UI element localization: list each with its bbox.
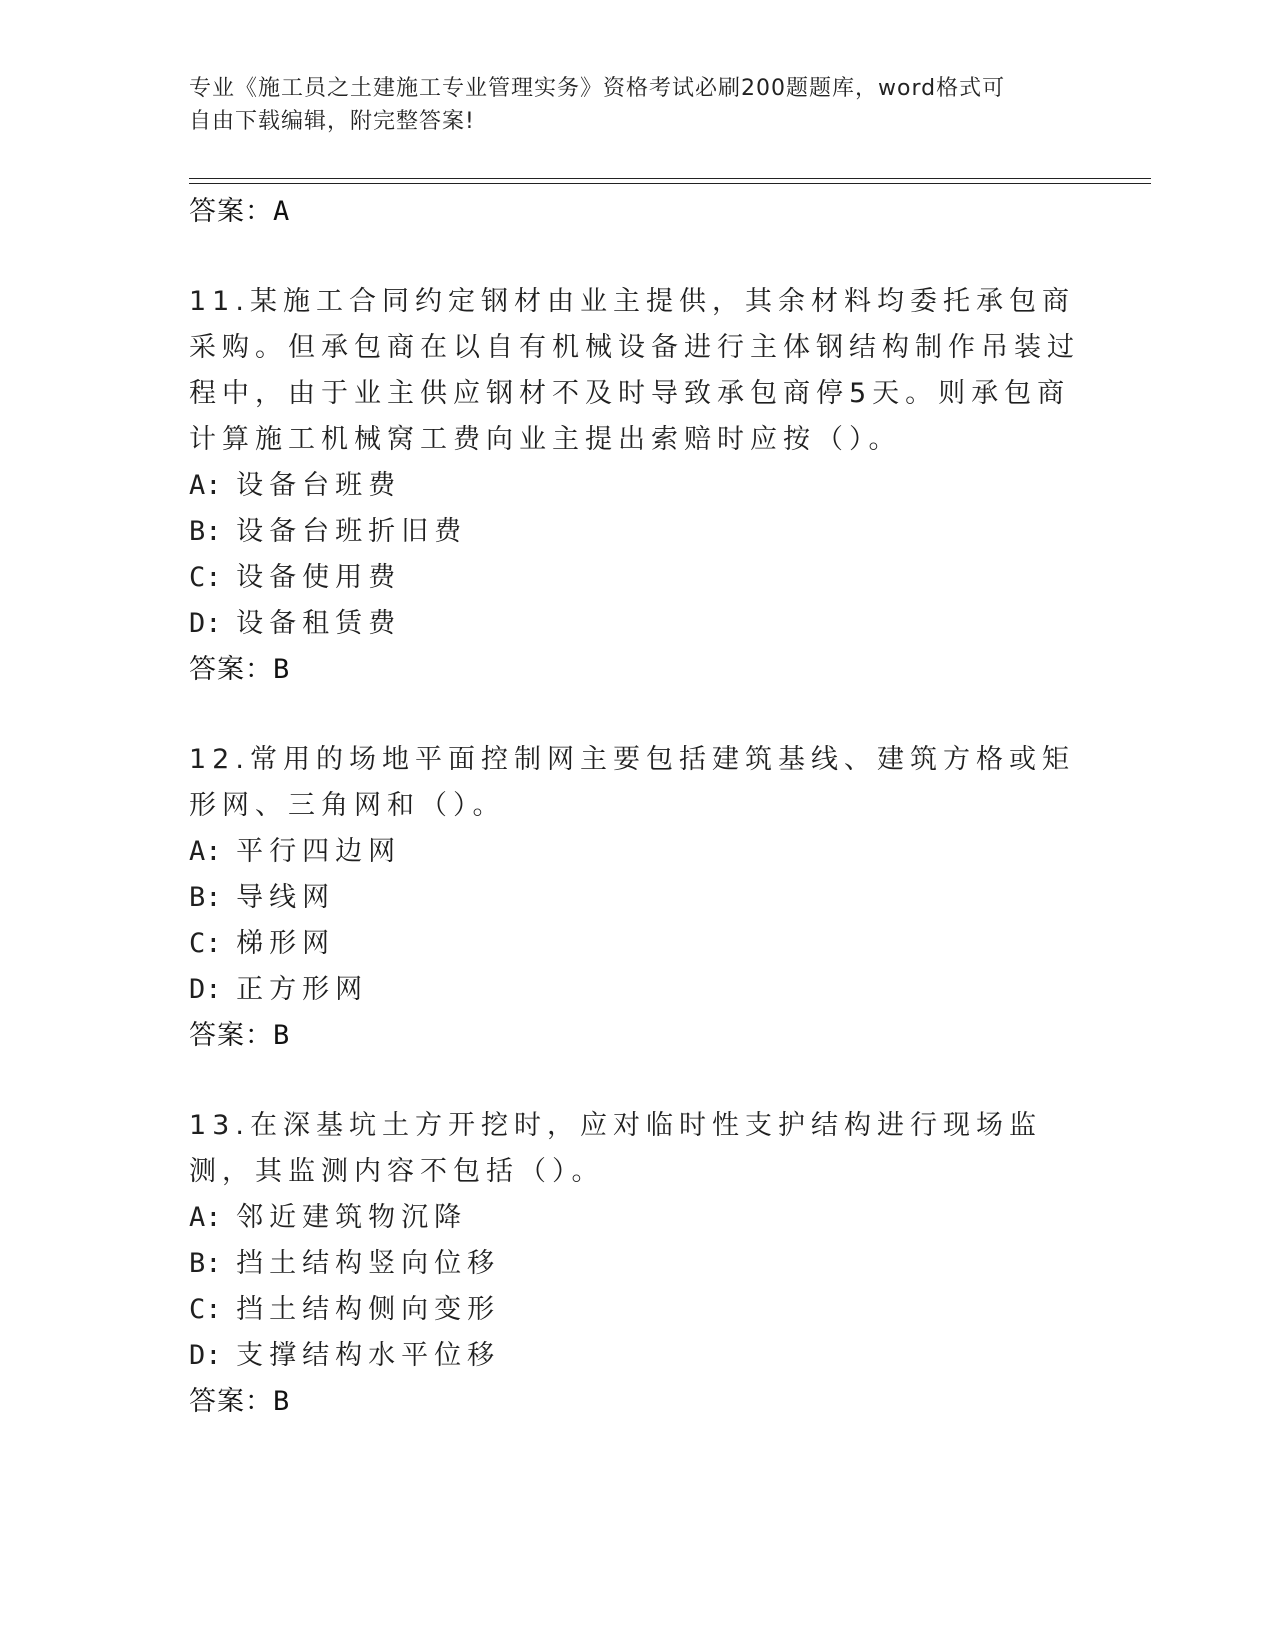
answer-value: A <box>273 196 291 227</box>
option-b <box>189 509 1089 555</box>
option-key: D: <box>189 974 222 1005</box>
previous-answer <box>189 189 1089 235</box>
header-line-1: 专业《施工员之土建施工专业管理实务》资格考试必刷200题题库，word格式可 <box>189 76 1006 101</box>
option-d <box>189 601 1089 647</box>
option-text: 梯形网 <box>236 928 336 959</box>
answer <box>189 1379 1089 1425</box>
question-stem: 12.常用的场地平面控制网主要包括建筑基线、建筑方格或矩形网、三角网和（）。 <box>189 744 1075 821</box>
option-c <box>189 555 1089 601</box>
option-a <box>189 463 1089 509</box>
option-key: C: <box>189 928 222 959</box>
option-b <box>189 1241 1089 1287</box>
question-11 <box>189 279 1089 693</box>
option-a <box>189 1195 1089 1241</box>
answer-label: 答案： <box>189 1020 273 1051</box>
spacer <box>189 1059 1089 1103</box>
answer-value: B <box>273 1020 291 1051</box>
option-text: 正方形网 <box>236 974 369 1005</box>
answer-label: 答案： <box>189 1386 273 1417</box>
answer-label: 答案： <box>189 654 273 685</box>
spacer <box>189 693 1089 737</box>
question-stem: 11.某施工合同约定钢材由业主提供，其余材料均委托承包商采购。但承包商在以自有机械设备进行主体钢结构制作吊装过程中，由于业主供应钢材不及时导致承包商停5天。则承包商计算施工机械窝工费向业主提出索赔时应按（）。 <box>189 286 1080 455</box>
option-key: C: <box>189 562 222 593</box>
option-key: B: <box>189 516 222 547</box>
option-a <box>189 829 1089 875</box>
answer-value: B <box>273 1386 291 1417</box>
header-line-2: 自由下载编辑，附完整答案! <box>189 109 475 134</box>
spacer <box>189 235 1089 279</box>
option-key: B: <box>189 882 222 913</box>
option-key: B: <box>189 1248 222 1279</box>
answer-value: B <box>273 654 291 685</box>
answer <box>189 647 1089 693</box>
option-key: A: <box>189 470 222 501</box>
option-text: 平行四边网 <box>236 836 402 867</box>
option-text: 邻近建筑物沉降 <box>236 1202 468 1233</box>
option-text: 挡土结构竖向位移 <box>236 1248 501 1279</box>
header-divider-bottom <box>189 183 1151 184</box>
option-d <box>189 967 1089 1013</box>
option-key: D: <box>189 608 222 639</box>
document-header <box>189 72 1089 138</box>
option-key: C: <box>189 1294 222 1325</box>
option-text: 设备台班折旧费 <box>236 516 468 547</box>
option-d <box>189 1333 1089 1379</box>
header-divider-top <box>189 178 1151 179</box>
option-b <box>189 875 1089 921</box>
option-text: 支撑结构水平位移 <box>236 1340 501 1371</box>
option-text: 设备使用费 <box>236 562 402 593</box>
option-c <box>189 921 1089 967</box>
option-text: 导线网 <box>236 882 336 913</box>
question-12 <box>189 737 1089 1059</box>
option-key: A: <box>189 1202 222 1233</box>
option-text: 挡土结构侧向变形 <box>236 1294 501 1325</box>
question-stem: 13.在深基坑土方开挖时，应对临时性支护结构进行现场监测，其监测内容不包括（）。 <box>189 1110 1042 1187</box>
option-c <box>189 1287 1089 1333</box>
option-key: A: <box>189 836 222 867</box>
question-13 <box>189 1103 1089 1425</box>
answer-label: 答案： <box>189 196 273 227</box>
question-list <box>189 189 1089 1425</box>
option-text: 设备租赁费 <box>236 608 402 639</box>
answer <box>189 1013 1089 1059</box>
option-key: D: <box>189 1340 222 1371</box>
option-text: 设备台班费 <box>236 470 402 501</box>
